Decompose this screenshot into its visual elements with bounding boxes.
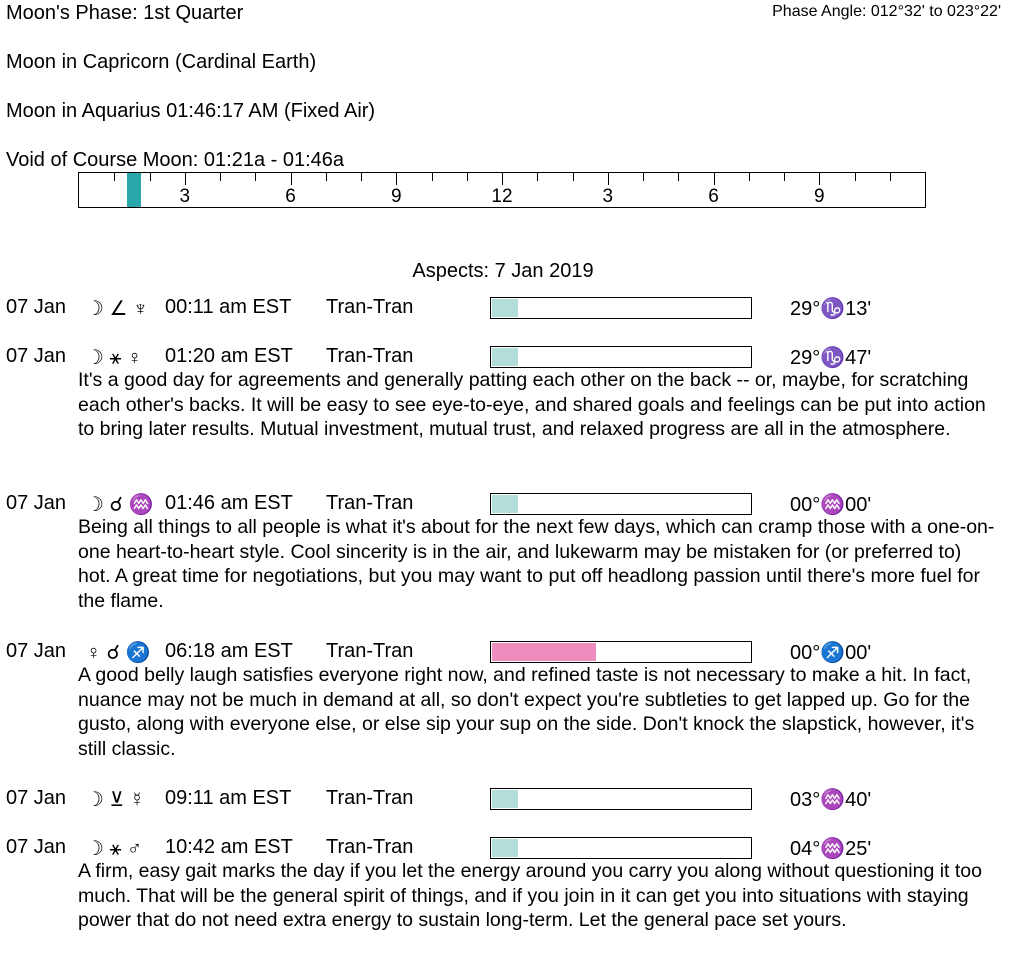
aspect-strength-fill — [492, 348, 518, 366]
timeline-tick — [819, 173, 820, 185]
timeline-label: 9 — [390, 186, 402, 207]
aspect-strength-fill — [492, 495, 518, 513]
timeline-tick — [114, 173, 115, 181]
aspect-degree: 29°♑13' — [790, 298, 872, 320]
timeline-label: 3 — [602, 186, 614, 207]
aspect-kind: Tran-Tran — [326, 492, 414, 514]
timeline-tick — [749, 173, 750, 181]
aspect-strength-fill — [492, 299, 518, 317]
aspect-strength-fill — [492, 643, 596, 661]
aspect-date: 07 Jan — [6, 492, 67, 514]
aspect-time: 01:46 am EST — [165, 492, 293, 514]
aspect-time: 01:20 am EST — [165, 345, 293, 367]
void-of-course: Void of Course Moon: 01:21a - 01:46a — [6, 149, 345, 171]
aspect-glyphs: ♀ ☌ ♐ — [86, 642, 151, 664]
aspect-date: 07 Jan — [6, 787, 67, 809]
timeline-tick — [220, 173, 221, 181]
aspect-glyphs: ☽ ⚹ ♂ — [86, 838, 143, 860]
aspect-date: 07 Jan — [6, 345, 67, 367]
moon-ingress: Moon in Aquarius 01:46:17 AM (Fixed Air) — [6, 100, 376, 122]
aspect-degree: 29°♑47' — [790, 347, 872, 369]
aspect-degree: 04°♒25' — [790, 838, 872, 860]
timeline-tick — [573, 173, 574, 181]
timeline-label: 6 — [708, 186, 719, 207]
aspect-strength-bar — [490, 837, 752, 859]
aspect-kind: Tran-Tran — [326, 640, 414, 662]
timeline-tick — [643, 173, 644, 181]
aspect-strength-bar — [490, 641, 752, 663]
timeline-tick — [784, 173, 785, 181]
aspect-date: 07 Jan — [6, 836, 67, 858]
moon-phase: Moon's Phase: 1st Quarter — [6, 2, 244, 24]
aspect-strength-bar — [490, 493, 752, 515]
aspect-time: 10:42 am EST — [165, 836, 293, 858]
aspect-degree: 00°♐00' — [790, 642, 872, 664]
aspect-degree: 00°♒00' — [790, 494, 872, 516]
timeline-label: 3 — [179, 186, 191, 207]
aspect-date: 07 Jan — [6, 640, 67, 662]
aspect-glyphs: ☽ ☌ ♒ — [86, 494, 154, 516]
timeline-tick — [714, 173, 715, 185]
aspect-strength-bar — [490, 346, 752, 368]
aspect-date: 07 Jan — [6, 296, 67, 318]
aspect-description: It's a good day for agreements and generally patting each other on the back -- or, maybe, for scratching each other's backs. It will be easy to see eye-to-eye, and shared goals and feelings can be put into action to bring later results. Mutual investment, mutual trust, and relaxed progress are all in the atmosphere. — [78, 369, 986, 440]
aspect-strength-fill — [492, 790, 518, 808]
aspect-glyphs: ☽ ⚹ ♀ — [86, 347, 143, 369]
timeline-tick — [291, 173, 292, 185]
timeline-tick — [608, 173, 609, 185]
timeline-tick — [396, 173, 397, 185]
timeline-tick — [361, 173, 362, 181]
aspect-kind: Tran-Tran — [326, 345, 414, 367]
timeline-tick — [855, 173, 856, 181]
aspects-title: Aspects: 7 Jan 2019 — [412, 260, 594, 282]
timeline-tick — [467, 173, 468, 181]
aspect-time: 00:11 am EST — [165, 296, 292, 318]
phase-angle: Phase Angle: 012°32' to 023°22' — [772, 3, 1001, 20]
aspect-kind: Tran-Tran — [326, 836, 414, 858]
timeline-tick — [185, 173, 186, 185]
aspect-strength-bar — [490, 788, 752, 810]
moon-sign: Moon in Capricorn (Cardinal Earth) — [6, 51, 317, 73]
aspect-degree: 03°♒40' — [790, 789, 872, 811]
void-of-course-block — [127, 173, 142, 207]
timeline-tick — [502, 173, 503, 185]
aspect-time: 06:18 am EST — [165, 640, 293, 662]
timeline-tick — [432, 173, 433, 181]
timeline-label: 6 — [285, 186, 296, 207]
aspect-strength-fill — [492, 839, 518, 857]
aspect-glyphs: ☽ ∠ ♆ — [86, 298, 148, 320]
timeline-label: 12 — [491, 186, 513, 207]
aspect-time: 09:11 am EST — [165, 787, 292, 809]
aspect-glyphs: ☽ ⊻ ☿ — [86, 789, 145, 811]
timeline-tick — [150, 173, 151, 181]
timeline-tick — [255, 173, 256, 181]
void-of-course-timeline — [78, 172, 926, 208]
aspect-description: A good belly laugh satisfies everyone right now, and refined taste is not necessary to make a hit. In fact, nuance may not be much in demand at all, so don't expect you're subtleties to get lapped up. Go for the gusto, along with everyone else, or else sip your sup on the side. Don't knock the slapstick, however, it's still classic. — [78, 664, 975, 760]
timeline-tick — [326, 173, 327, 181]
aspect-description: A firm, easy gait marks the day if you let the energy around you carry you along without questioning it too much. That will be the general spirit of things, and if you join in it can get you into situations with staying power that do not need extra energy to sustain long-term. Let the general pace set yours. — [78, 860, 982, 931]
aspect-description: Being all things to all people is what it's about for the next few days, which can cramp those with a one-on-one heart-to-heart style. Cool sincerity is in the air, and lukewarm may be mistaken for (or preferred to) hot. A great time for negotiations, but you may want to put off headlong passion until there's more fuel for the flame. — [78, 516, 995, 612]
aspect-strength-bar — [490, 297, 752, 319]
timeline-tick — [537, 173, 538, 181]
timeline-label: 9 — [813, 186, 825, 207]
timeline-tick — [890, 173, 891, 181]
timeline-tick — [678, 173, 679, 181]
aspect-kind: Tran-Tran — [326, 787, 414, 809]
aspect-kind: Tran-Tran — [326, 296, 414, 318]
